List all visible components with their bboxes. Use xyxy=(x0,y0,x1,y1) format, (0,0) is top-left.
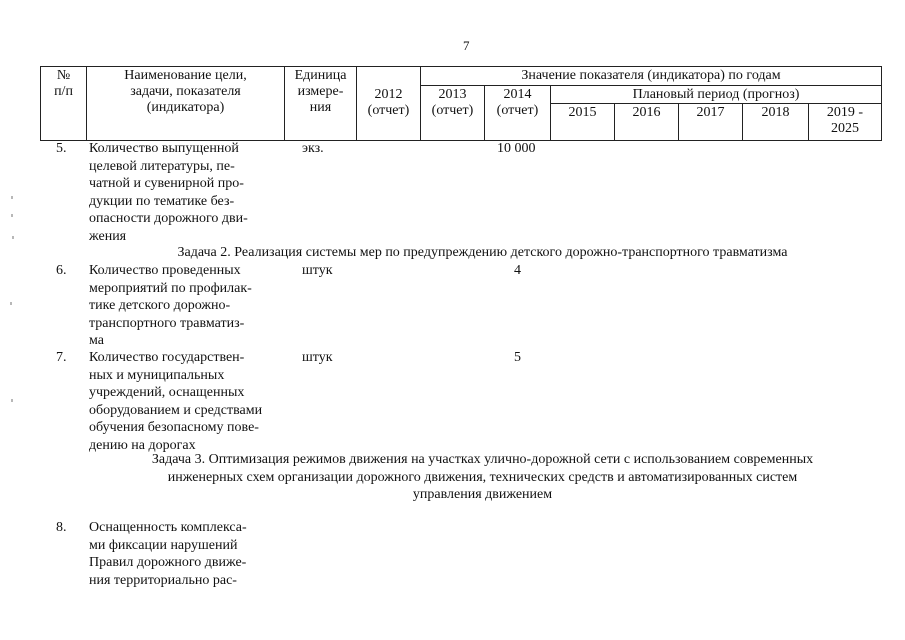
indicator-name-line: Количество государствен- xyxy=(89,350,245,365)
year-2013-note: (отчет) xyxy=(431,103,474,118)
header-values-title: Значение показателя (индикатора) по годам xyxy=(421,67,882,86)
header-num-cell xyxy=(41,67,87,141)
indicator-name-line: Количество проведенных xyxy=(89,263,241,278)
year-2025-label: 2025 xyxy=(831,121,859,136)
year-2013-label: 2013 xyxy=(438,87,467,102)
header-planned-period: Плановый период (прогноз) xyxy=(551,86,882,104)
indicator-name-line: жения xyxy=(89,228,127,244)
indicator-name-line: Количество выпущенной xyxy=(89,141,239,156)
indicator-name-line: транспортного травматиз- xyxy=(89,315,245,331)
header-num-line1: № xyxy=(56,68,71,83)
unit-of-measure: штук xyxy=(302,350,333,365)
header-name-line3: (индикатора) xyxy=(146,100,225,115)
indicator-name-line: тике детского дорожно- xyxy=(89,298,231,313)
indicators-header-table xyxy=(40,66,882,141)
header-unit-line2: измере- xyxy=(297,84,344,99)
indicator-name-line: целевой литературы, пе- xyxy=(89,158,235,174)
unit-of-measure: штук xyxy=(302,263,333,278)
header-year-2013 xyxy=(421,86,485,141)
task-3-line: управления движением xyxy=(412,487,553,502)
scan-artifact xyxy=(12,236,14,239)
indicator-name-line: Оснащенность комплекса- xyxy=(89,520,247,535)
header-year-2014 xyxy=(485,86,551,141)
task-3-line: Задача 3. Оптимизация режимов движения на участках улично-дорожной сети с использованием современных xyxy=(151,452,814,467)
header-name-line1: Наименование цели, xyxy=(124,68,247,83)
task-3-line: инженерных схем организации дорожного движения, технических средств и автоматизированных систем xyxy=(167,469,798,485)
header-year-2012 xyxy=(357,86,421,141)
header-name-cell xyxy=(87,67,285,141)
indicator-name-line: Правил дорожного движе- xyxy=(89,555,247,570)
header-name-line2: задачи, показателя xyxy=(130,84,241,99)
header-unit-line3: ния xyxy=(309,100,332,115)
task-3-heading xyxy=(60,451,905,504)
header-num-line2: п/п xyxy=(54,84,73,99)
row-number: 6. xyxy=(56,263,67,278)
year-2019-label: 2019 - xyxy=(826,105,864,120)
indicator-name xyxy=(89,262,289,350)
header-year-2019-2025 xyxy=(809,104,882,141)
indicator-name xyxy=(89,519,289,589)
indicator-name-line: мероприятий по профилак- xyxy=(89,280,252,296)
indicator-name-line: ми фиксации нарушений xyxy=(89,537,238,553)
page-number: 7 xyxy=(463,38,470,53)
scan-artifact xyxy=(11,196,13,199)
scan-artifact xyxy=(11,399,13,402)
year-2012-label: 2012 xyxy=(374,86,403,102)
indicator-name-line: опасности дорожного дви- xyxy=(89,211,248,226)
task-2-heading: Задача 2. Реализация системы мер по предупреждению детского дорожно-транспортного травматизма xyxy=(177,245,788,260)
header-year-2018: 2018 xyxy=(743,104,809,141)
header-unit-cell xyxy=(285,67,357,141)
year-2012-note: (отчет) xyxy=(367,102,410,118)
year-2014-label: 2014 xyxy=(503,87,532,102)
value-2014: 10 000 xyxy=(497,141,536,156)
indicator-name-line: чатной и сувенирной про- xyxy=(89,176,244,191)
scan-artifact xyxy=(11,214,13,217)
row-number: 7. xyxy=(56,350,67,365)
row-number: 5. xyxy=(56,141,67,156)
indicator-name-line: обучения безопасному пове- xyxy=(89,420,259,435)
unit-of-measure: экз. xyxy=(302,141,324,156)
year-2014-note: (отчет) xyxy=(496,103,539,118)
indicator-name-line: учреждений, оснащенных xyxy=(89,385,245,400)
indicator-name xyxy=(89,140,289,245)
value-2014: 5 xyxy=(514,350,521,365)
header-year-2015: 2015 xyxy=(551,104,615,141)
header-year-2016: 2016 xyxy=(615,104,679,141)
indicator-name-line: оборудованием и средствами xyxy=(89,402,263,418)
indicator-name-line: дению на дорогах xyxy=(89,437,196,453)
indicator-name-line: дукции по тематике без- xyxy=(89,193,235,209)
indicator-name-line: ния территориально рас- xyxy=(89,572,237,588)
value-2014: 4 xyxy=(514,263,521,278)
header-year-2017: 2017 xyxy=(679,104,743,141)
header-unit-line1: Единица xyxy=(294,68,347,83)
scan-artifact xyxy=(10,302,12,305)
indicator-name xyxy=(89,349,294,454)
indicator-name-line: ма xyxy=(89,333,104,348)
row-number: 8. xyxy=(56,520,67,535)
indicator-name-line: ных и муниципальных xyxy=(89,367,225,383)
